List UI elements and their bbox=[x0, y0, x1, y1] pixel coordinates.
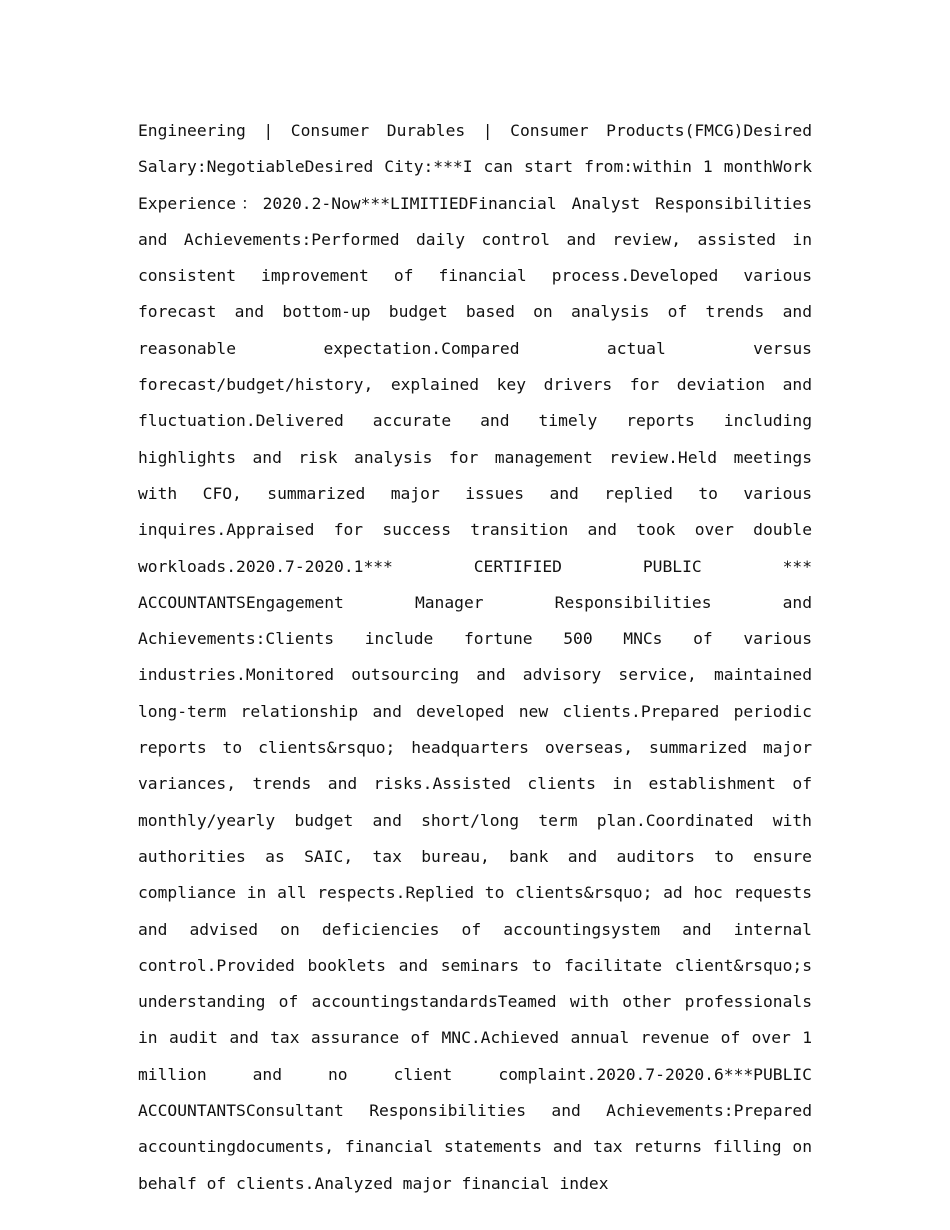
resume-body-text: Engineering | Consumer Durables | Consumer Products(FMCG)Desired Salary:NegotiableDesired City:***I can start from:within 1 monthWork Experience：2020.2-Now***LIMITIEDFinancial Analyst Responsibilities and Achievements:Performed daily control and review, assisted in consistent improvement of financial process.Developed various forecast and bottom-up budget based on analysis of trends and reasonable expectation.Compared actual versus forecast/budget/history, explained key drivers for deviation and fluctuation.Delivered accurate and timely reports including highlights and risk analysis for management review.Held meetings with CFO, summarized major issues and replied to various inquires.Appraised for success transition and took over double workloads.2020.7-2020.1*** CERTIFIED PUBLIC *** ACCOUNTANTSEngagement Manager Responsibilities and Achievements:Clients include fortune 500 MNCs of various industries.Monitored outsourcing and advisory service, maintained long-term relationship and developed new clients.Prepared periodic reports to clients&rsquo; headquarters overseas, summarized major variances, trends and risks.Assisted clients in establishment of monthly/yearly budget and short/long term plan.Coordinated with authorities as SAIC, tax bureau, bank and auditors to ensure compliance in all respects.Replied to clients&rsquo; ad hoc requests and advised on deficiencies of accountingsystem and internal control.Provided booklets and seminars to facilitate client&rsquo;s understanding of accountingstandardsTeamed with other professionals in audit and tax assurance of MNC.Achieved annual revenue of over 1 million and no client complaint.2020.7-2020.6***PUBLIC ACCOUNTANTSConsultant Responsibilities and Achievements:Prepared accountingdocuments, financial statements and tax returns filling on behalf of clients.Analyzed major financial index bbox=[138, 121, 812, 1193]
